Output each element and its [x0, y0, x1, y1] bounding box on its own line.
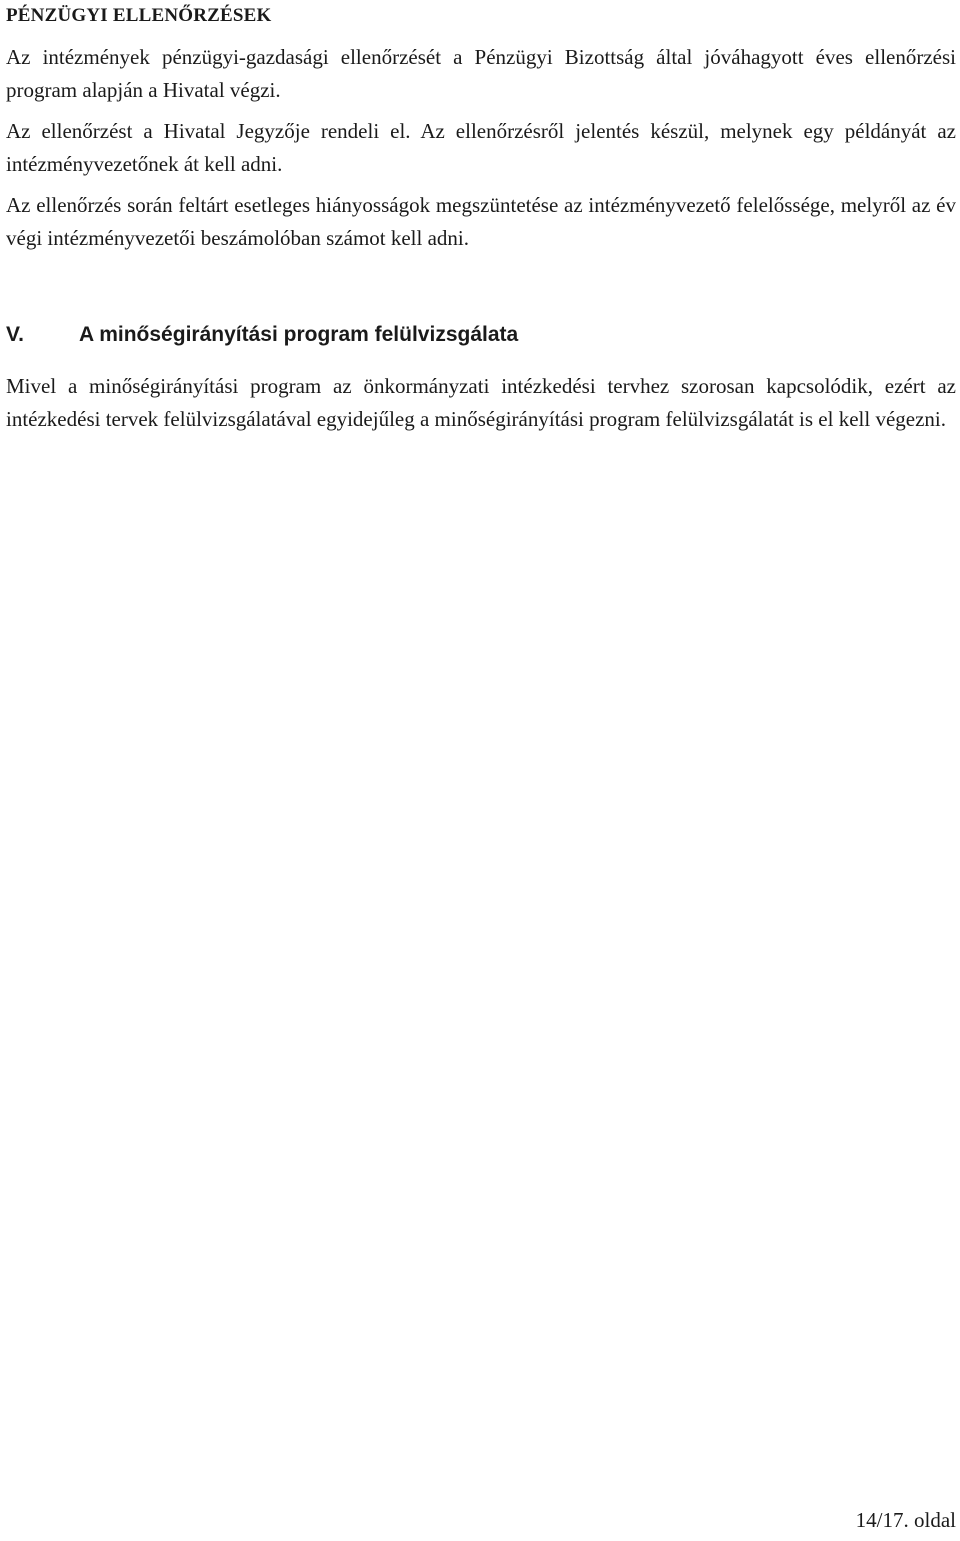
chapter-heading: [6, 320, 518, 350]
section-heading: PÉNZÜGYI ELLENŐRZÉSEK: [6, 5, 272, 26]
chapter-number: V.: [6, 323, 24, 346]
paragraph-quality-program: Mivel a minőségirányítási program az önkormányzati intézkedési tervhez szorosan kapcsolódik, ezért az intézkedési tervek felülvizsgálatával egyidejűleg a minőségirányítási program felülvizsgálatát is el kell végezni.: [6, 374, 956, 431]
chapter-title: A minőségirányítási program felülvizsgálata: [79, 323, 519, 346]
paragraph-control-order: Az ellenőrzést a Hivatal Jegyzője rendeli el. Az ellenőrzésről jelentés készül, melynek egy példányát az intézményvezetőnek át kell adni.: [6, 119, 956, 176]
page-number: 14/17. oldal: [855, 1508, 956, 1532]
paragraph-deficiencies: Az ellenőrzés során feltárt esetleges hiányosságok megszüntetése az intézményvezető felelőssége, melyről az év végi intézményvezetői beszámolóban számot kell adni.: [6, 193, 956, 250]
paragraph-financial-control: Az intézmények pénzügyi-gazdasági ellenőrzését a Pénzügyi Bizottság által jóváhagyott éves ellenőrzési program alapján a Hivatal végzi.: [6, 45, 956, 102]
